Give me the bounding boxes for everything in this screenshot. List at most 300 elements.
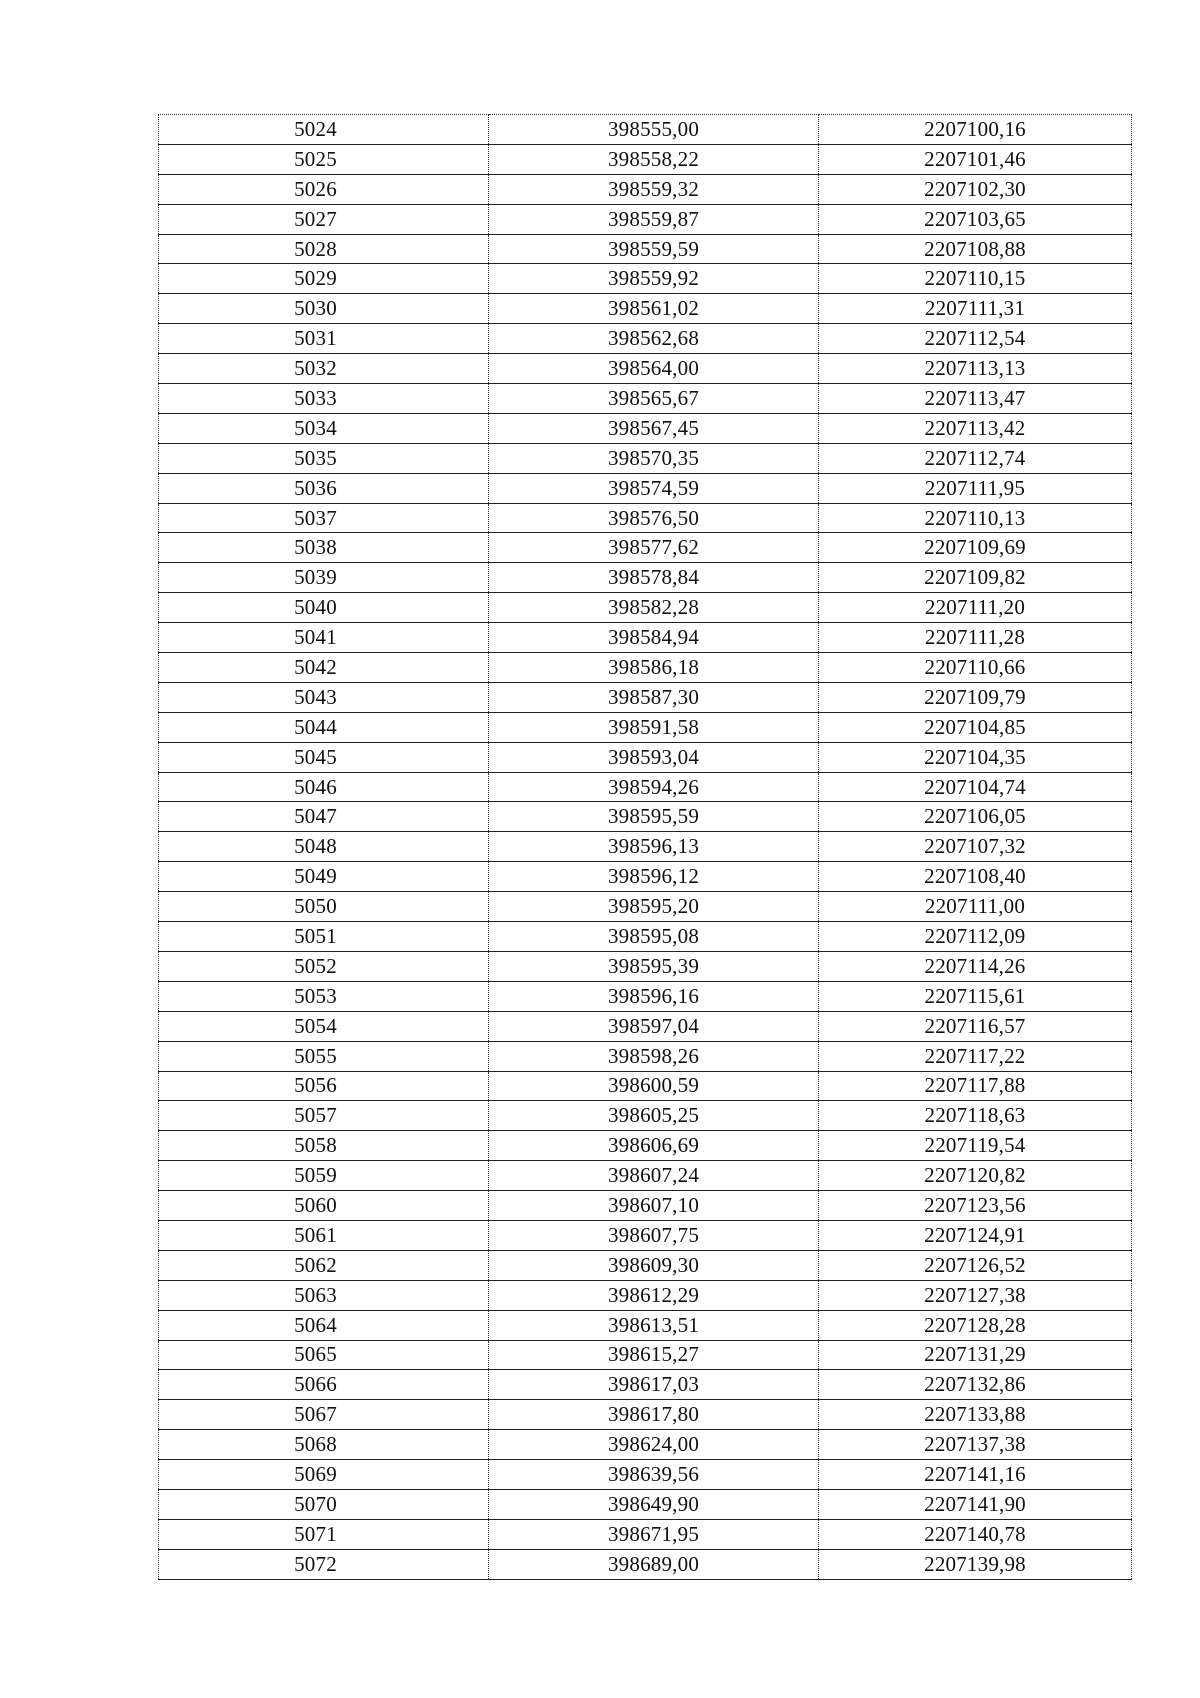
x-coordinate-cell (489, 922, 819, 952)
x-coordinate-cell (489, 1549, 819, 1579)
x-coordinate-text: 398593,04 (607, 744, 700, 769)
point-number-cell (159, 1489, 489, 1519)
point-number-text: 5024 (294, 116, 337, 141)
x-coordinate-cell (489, 1101, 819, 1131)
y-coordinate-text: 2207113,47 (924, 385, 1026, 410)
x-coordinate-text: 398671,95 (607, 1521, 700, 1546)
y-coordinate-cell (819, 1519, 1132, 1549)
x-coordinate-text: 398584,94 (607, 625, 700, 650)
y-coordinate-cell (819, 1071, 1132, 1101)
y-coordinate-text: 2207109,69 (924, 535, 1026, 560)
point-number-cell (159, 653, 489, 683)
y-coordinate-cell (819, 772, 1132, 802)
y-coordinate-cell (819, 1370, 1132, 1400)
x-coordinate-text: 398562,68 (607, 326, 700, 351)
y-coordinate-cell (819, 144, 1132, 174)
x-coordinate-text: 398597,04 (607, 1013, 700, 1038)
table-row (159, 892, 1132, 922)
y-coordinate-cell (819, 682, 1132, 712)
y-coordinate-cell (819, 593, 1132, 623)
point-number-cell (159, 563, 489, 593)
point-number-text: 5028 (294, 236, 337, 261)
point-number-text: 5060 (294, 1193, 337, 1217)
point-number-text: 5040 (294, 595, 337, 620)
x-coordinate-text: 398596,12 (607, 864, 700, 889)
x-coordinate-text: 398595,08 (607, 923, 700, 948)
point-number-cell (159, 1250, 489, 1280)
y-coordinate-text: 2207104,85 (924, 714, 1026, 739)
x-coordinate-cell (489, 1519, 819, 1549)
point-number-text: 5070 (294, 1491, 337, 1516)
table-row (159, 832, 1132, 862)
y-coordinate-cell (819, 503, 1132, 533)
x-coordinate-text: 398591,58 (607, 714, 700, 739)
x-coordinate-cell (489, 204, 819, 234)
x-coordinate-text: 398559,59 (607, 236, 700, 261)
x-coordinate-text: 398595,20 (607, 894, 700, 919)
table-row (159, 503, 1132, 533)
point-number-cell (159, 354, 489, 384)
y-coordinate-text: 2207101,46 (924, 146, 1026, 171)
point-number-cell (159, 1280, 489, 1310)
x-coordinate-cell (489, 1131, 819, 1161)
y-coordinate-text: 2207141,90 (924, 1491, 1026, 1516)
table-row (159, 1191, 1132, 1221)
table-row (159, 533, 1132, 563)
point-number-text: 5046 (294, 774, 337, 799)
point-number-cell (159, 1340, 489, 1370)
point-number-cell (159, 174, 489, 204)
x-coordinate-text: 398613,51 (607, 1312, 700, 1337)
y-coordinate-text: 2207137,38 (924, 1432, 1026, 1457)
x-coordinate-cell (489, 593, 819, 623)
y-coordinate-text: 2207119,54 (924, 1133, 1026, 1158)
x-coordinate-text: 398607,10 (607, 1193, 700, 1217)
x-coordinate-text: 398559,32 (607, 176, 700, 201)
point-number-text: 5050 (294, 894, 337, 919)
table-row (159, 1549, 1132, 1579)
x-coordinate-cell (489, 294, 819, 324)
y-coordinate-cell (819, 1011, 1132, 1041)
y-coordinate-text: 2207111,20 (924, 595, 1026, 620)
x-coordinate-cell (489, 533, 819, 563)
y-coordinate-cell (819, 1191, 1132, 1221)
point-number-text: 5049 (294, 864, 337, 889)
y-coordinate-text: 2207106,05 (924, 804, 1026, 829)
table-row (159, 1430, 1132, 1460)
y-coordinate-text: 2207133,88 (924, 1402, 1026, 1427)
table-row (159, 1280, 1132, 1310)
y-coordinate-cell (819, 862, 1132, 892)
y-coordinate-text: 2207110,13 (924, 505, 1026, 530)
x-coordinate-text: 398617,80 (607, 1402, 700, 1427)
point-number-text: 5033 (294, 385, 337, 410)
table-row (159, 234, 1132, 264)
point-number-cell (159, 742, 489, 772)
x-coordinate-text: 398574,59 (607, 475, 700, 500)
x-coordinate-cell (489, 892, 819, 922)
table-row (159, 1340, 1132, 1370)
point-number-text: 5061 (294, 1222, 337, 1247)
y-coordinate-cell (819, 1430, 1132, 1460)
point-number-text: 5063 (294, 1282, 337, 1307)
y-coordinate-cell (819, 443, 1132, 473)
y-coordinate-text: 2207111,31 (924, 296, 1026, 321)
y-coordinate-text: 2207103,65 (924, 206, 1026, 231)
point-number-text: 5054 (294, 1013, 337, 1038)
point-number-cell (159, 1011, 489, 1041)
table-row (159, 1220, 1132, 1250)
point-number-cell (159, 264, 489, 294)
point-number-text: 5038 (294, 535, 337, 560)
point-number-text: 5036 (294, 475, 337, 500)
point-number-text: 5058 (294, 1133, 337, 1158)
x-coordinate-text: 398612,29 (607, 1282, 700, 1307)
table-row (159, 1161, 1132, 1191)
point-number-cell (159, 623, 489, 653)
point-number-cell (159, 1519, 489, 1549)
x-coordinate-cell (489, 623, 819, 653)
y-coordinate-text: 2207113,13 (924, 356, 1026, 381)
point-number-cell (159, 204, 489, 234)
point-number-text: 5031 (294, 326, 337, 351)
y-coordinate-text: 2207128,28 (924, 1312, 1026, 1337)
x-coordinate-text: 398689,00 (607, 1551, 700, 1576)
y-coordinate-text: 2207108,40 (924, 864, 1026, 889)
point-number-cell (159, 1460, 489, 1490)
y-coordinate-cell (819, 1101, 1132, 1131)
y-coordinate-text: 2207127,38 (924, 1282, 1026, 1307)
x-coordinate-text: 398596,16 (607, 983, 700, 1008)
x-coordinate-cell (489, 324, 819, 354)
point-number-cell (159, 802, 489, 832)
y-coordinate-cell (819, 951, 1132, 981)
y-coordinate-text: 2207132,86 (924, 1372, 1026, 1397)
point-number-text: 5026 (294, 176, 337, 201)
point-number-text: 5044 (294, 714, 337, 739)
y-coordinate-cell (819, 1310, 1132, 1340)
y-coordinate-text: 2207126,52 (924, 1252, 1026, 1277)
y-coordinate-cell (819, 204, 1132, 234)
table-row (159, 1489, 1132, 1519)
y-coordinate-text: 2207114,26 (924, 953, 1026, 978)
y-coordinate-cell (819, 981, 1132, 1011)
point-number-cell (159, 144, 489, 174)
point-number-cell (159, 1400, 489, 1430)
y-coordinate-cell (819, 294, 1132, 324)
x-coordinate-text: 398587,30 (607, 684, 700, 709)
x-coordinate-text: 398570,35 (607, 445, 700, 470)
point-number-cell (159, 922, 489, 952)
y-coordinate-cell (819, 1489, 1132, 1519)
point-number-text: 5039 (294, 565, 337, 590)
table-row (159, 772, 1132, 802)
x-coordinate-text: 398600,59 (607, 1073, 700, 1098)
point-number-text: 5068 (294, 1432, 337, 1457)
point-number-cell (159, 1101, 489, 1131)
x-coordinate-cell (489, 1250, 819, 1280)
table-row (159, 1310, 1132, 1340)
point-number-text: 5053 (294, 983, 337, 1008)
point-number-text: 5027 (294, 206, 337, 231)
point-number-cell (159, 503, 489, 533)
table-row (159, 144, 1132, 174)
y-coordinate-text: 2207131,29 (924, 1342, 1026, 1367)
point-number-text: 5065 (294, 1342, 337, 1367)
y-coordinate-cell (819, 802, 1132, 832)
point-number-text: 5047 (294, 804, 337, 829)
point-number-cell (159, 1131, 489, 1161)
y-coordinate-text: 2207109,82 (924, 565, 1026, 590)
y-coordinate-cell (819, 892, 1132, 922)
table-row (159, 1370, 1132, 1400)
point-number-text: 5069 (294, 1462, 337, 1487)
point-number-text: 5057 (294, 1103, 337, 1128)
table-row (159, 1460, 1132, 1490)
x-coordinate-text: 398639,56 (607, 1462, 700, 1487)
x-coordinate-text: 398564,00 (607, 356, 700, 381)
y-coordinate-cell (819, 1161, 1132, 1191)
x-coordinate-text: 398594,26 (607, 774, 700, 799)
y-coordinate-cell (819, 264, 1132, 294)
x-coordinate-text: 398559,92 (607, 266, 700, 291)
y-coordinate-text: 2207104,35 (924, 744, 1026, 769)
x-coordinate-text: 398624,00 (607, 1432, 700, 1457)
point-number-cell (159, 413, 489, 443)
y-coordinate-cell (819, 115, 1132, 145)
table-row (159, 115, 1132, 145)
point-number-cell (159, 951, 489, 981)
x-coordinate-cell (489, 1340, 819, 1370)
y-coordinate-cell (819, 563, 1132, 593)
x-coordinate-cell (489, 1220, 819, 1250)
point-number-cell (159, 832, 489, 862)
x-coordinate-cell (489, 951, 819, 981)
point-number-cell (159, 234, 489, 264)
point-number-cell (159, 712, 489, 742)
point-number-text: 5072 (294, 1551, 337, 1576)
y-coordinate-cell (819, 1250, 1132, 1280)
y-coordinate-cell (819, 1220, 1132, 1250)
table-row (159, 413, 1132, 443)
coordinates-table-body (159, 115, 1132, 1580)
y-coordinate-cell (819, 922, 1132, 952)
table-row (159, 204, 1132, 234)
x-coordinate-cell (489, 1370, 819, 1400)
y-coordinate-text: 2207102,30 (924, 176, 1026, 201)
y-coordinate-cell (819, 473, 1132, 503)
y-coordinate-cell (819, 1041, 1132, 1071)
point-number-cell (159, 443, 489, 473)
x-coordinate-text: 398615,27 (607, 1342, 700, 1367)
table-row (159, 384, 1132, 414)
y-coordinate-text: 2207118,63 (924, 1103, 1026, 1128)
table-row (159, 862, 1132, 892)
y-coordinate-text: 2207117,88 (924, 1073, 1026, 1098)
x-coordinate-cell (489, 473, 819, 503)
point-number-cell (159, 115, 489, 145)
point-number-text: 5042 (294, 654, 337, 679)
x-coordinate-text: 398596,13 (607, 834, 700, 859)
y-coordinate-cell (819, 384, 1132, 414)
table-row (159, 563, 1132, 593)
y-coordinate-text: 2207110,66 (924, 654, 1026, 679)
x-coordinate-text: 398567,45 (607, 415, 700, 440)
y-coordinate-text: 2207120,82 (924, 1163, 1026, 1188)
x-coordinate-cell (489, 354, 819, 384)
x-coordinate-text: 398595,59 (607, 804, 700, 829)
x-coordinate-text: 398605,25 (607, 1103, 700, 1128)
x-coordinate-cell (489, 413, 819, 443)
point-number-text: 5051 (294, 923, 337, 948)
y-coordinate-text: 2207107,32 (924, 834, 1026, 859)
point-number-cell (159, 533, 489, 563)
point-number-cell (159, 892, 489, 922)
y-coordinate-cell (819, 324, 1132, 354)
point-number-cell (159, 1071, 489, 1101)
y-coordinate-cell (819, 1400, 1132, 1430)
table-row (159, 742, 1132, 772)
x-coordinate-text: 398582,28 (607, 595, 700, 620)
table-row (159, 443, 1132, 473)
point-number-text: 5029 (294, 266, 337, 291)
point-number-text: 5041 (294, 625, 337, 650)
x-coordinate-cell (489, 772, 819, 802)
point-number-text: 5055 (294, 1043, 337, 1068)
table-row (159, 354, 1132, 384)
point-number-cell (159, 473, 489, 503)
x-coordinate-text: 398555,00 (607, 116, 700, 141)
table-row (159, 951, 1132, 981)
x-coordinate-cell (489, 742, 819, 772)
y-coordinate-cell (819, 1549, 1132, 1579)
x-coordinate-cell (489, 1430, 819, 1460)
x-coordinate-cell (489, 384, 819, 414)
y-coordinate-text: 2207124,91 (924, 1222, 1026, 1247)
x-coordinate-cell (489, 1191, 819, 1221)
y-coordinate-text: 2207109,79 (924, 684, 1026, 709)
point-number-text: 5037 (294, 505, 337, 530)
x-coordinate-text: 398595,39 (607, 953, 700, 978)
point-number-cell (159, 324, 489, 354)
table-row (159, 922, 1132, 952)
point-number-text: 5025 (294, 146, 337, 171)
point-number-cell (159, 1430, 489, 1460)
x-coordinate-cell (489, 1400, 819, 1430)
table-row (159, 653, 1132, 683)
x-coordinate-cell (489, 1041, 819, 1071)
y-coordinate-text: 2207141,16 (924, 1462, 1026, 1487)
x-coordinate-text: 398606,69 (607, 1133, 700, 1158)
point-number-text: 5067 (294, 1402, 337, 1427)
table-row (159, 1250, 1132, 1280)
x-coordinate-text: 398607,75 (607, 1222, 700, 1247)
point-number-text: 5056 (294, 1073, 337, 1098)
x-coordinate-text: 398609,30 (607, 1252, 700, 1277)
y-coordinate-cell (819, 742, 1132, 772)
y-coordinate-text: 2207115,61 (924, 983, 1026, 1008)
point-number-text: 5062 (294, 1252, 337, 1277)
y-coordinate-cell (819, 533, 1132, 563)
x-coordinate-text: 398578,84 (607, 565, 700, 590)
y-coordinate-text: 2207117,22 (924, 1043, 1026, 1068)
x-coordinate-cell (489, 832, 819, 862)
y-coordinate-text: 2207110,15 (924, 266, 1026, 291)
point-number-cell (159, 981, 489, 1011)
y-coordinate-text: 2207116,57 (924, 1013, 1026, 1038)
y-coordinate-text: 2207111,95 (924, 475, 1026, 500)
x-coordinate-cell (489, 653, 819, 683)
y-coordinate-cell (819, 653, 1132, 683)
table-row (159, 1011, 1132, 1041)
x-coordinate-cell (489, 802, 819, 832)
table-row (159, 174, 1132, 204)
x-coordinate-cell (489, 682, 819, 712)
y-coordinate-cell (819, 1460, 1132, 1490)
x-coordinate-cell (489, 1280, 819, 1310)
x-coordinate-text: 398561,02 (607, 296, 700, 321)
table-row (159, 802, 1132, 832)
table-row (159, 1071, 1132, 1101)
table-row (159, 1519, 1132, 1549)
x-coordinate-cell (489, 234, 819, 264)
point-number-text: 5071 (294, 1521, 337, 1546)
table-row (159, 1400, 1132, 1430)
x-coordinate-cell (489, 443, 819, 473)
y-coordinate-cell (819, 234, 1132, 264)
y-coordinate-cell (819, 174, 1132, 204)
x-coordinate-text: 398558,22 (607, 146, 700, 171)
point-number-cell (159, 593, 489, 623)
point-number-text: 5034 (294, 415, 337, 440)
y-coordinate-text: 2207112,54 (924, 326, 1026, 351)
x-coordinate-text: 398586,18 (607, 654, 700, 679)
x-coordinate-text: 398559,87 (607, 206, 700, 231)
table-row (159, 473, 1132, 503)
point-number-cell (159, 1370, 489, 1400)
table-row (159, 712, 1132, 742)
x-coordinate-text: 398577,62 (607, 535, 700, 560)
x-coordinate-cell (489, 1011, 819, 1041)
x-coordinate-text: 398617,03 (607, 1372, 700, 1397)
point-number-cell (159, 682, 489, 712)
point-number-text: 5045 (294, 744, 337, 769)
point-number-cell (159, 1161, 489, 1191)
point-number-text: 5059 (294, 1163, 337, 1188)
table-row (159, 682, 1132, 712)
y-coordinate-cell (819, 832, 1132, 862)
y-coordinate-text: 2207100,16 (924, 116, 1026, 141)
table-row (159, 1101, 1132, 1131)
point-number-cell (159, 1310, 489, 1340)
point-number-text: 5035 (294, 445, 337, 470)
point-number-text: 5064 (294, 1312, 337, 1337)
x-coordinate-cell (489, 174, 819, 204)
x-coordinate-text: 398598,26 (607, 1043, 700, 1068)
y-coordinate-cell (819, 623, 1132, 653)
point-number-text: 5030 (294, 296, 337, 321)
point-number-cell (159, 862, 489, 892)
point-number-cell (159, 384, 489, 414)
x-coordinate-cell (489, 1161, 819, 1191)
point-number-text: 5043 (294, 684, 337, 709)
point-number-cell (159, 1191, 489, 1221)
x-coordinate-text: 398565,67 (607, 385, 700, 410)
x-coordinate-cell (489, 1310, 819, 1340)
x-coordinate-cell (489, 712, 819, 742)
y-coordinate-text: 2207113,42 (924, 415, 1026, 440)
point-number-cell (159, 294, 489, 324)
